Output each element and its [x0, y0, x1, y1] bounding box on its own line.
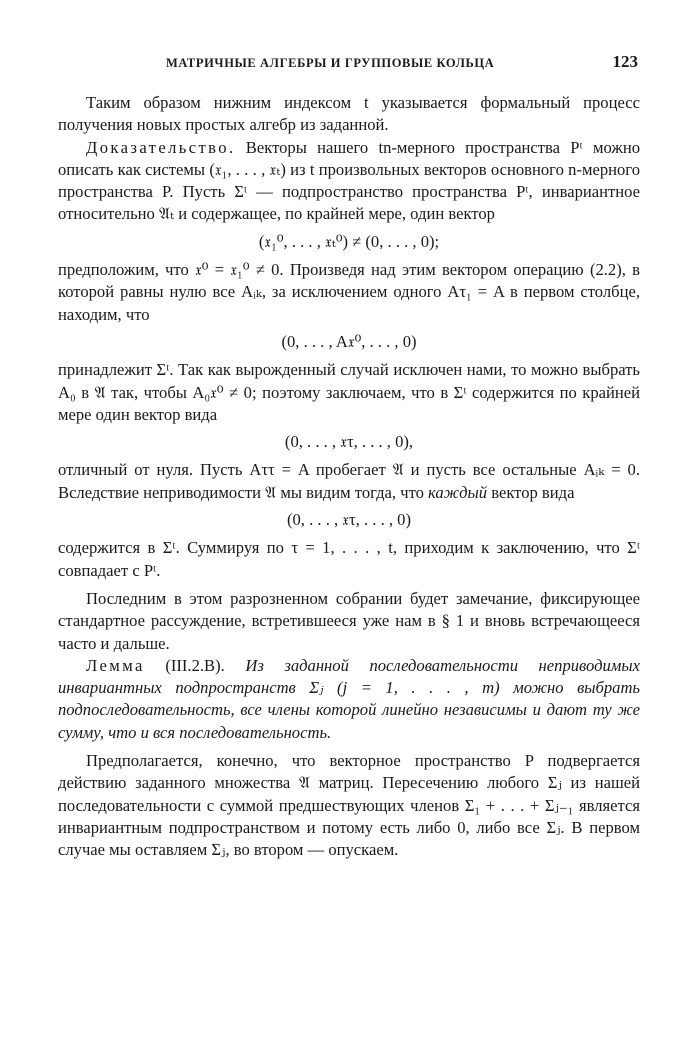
- paragraph-nonzero: [58, 459, 640, 504]
- paragraph-belongs: принадлежит Σᵗ. Так как вырожденный случай исключен нами, то можно выбрать A₀ в 𝔄 так, чтобы A₀𝔵⁰ ≠ 0; поэтому заключаем, что в Σᵗ содержится по крайней мере один вектор вида: [58, 360, 640, 424]
- lemma-number: (III.2.B).: [144, 655, 246, 675]
- nonzero-text-b: вектор вида: [487, 482, 575, 502]
- formula-1: (𝔵₁⁰, . . . , 𝔵ₜ⁰) ≠ (0, . . . , 0);: [258, 231, 440, 251]
- paragraph-contained: содержится в Σᵗ. Суммируя по τ = 1, . . . , t, приходим к заключению, что Σᵗ совпадает с Pᵗ.: [58, 538, 640, 580]
- page-number: 123: [612, 52, 638, 71]
- running-title: МАТРИЧНЫЕ АЛГЕБРЫ И ГРУППОВЫЕ КОЛЬЦА: [166, 56, 495, 70]
- formula-2: (0, . . . , A𝔵⁰, . . . , 0): [281, 331, 417, 351]
- page-header: [58, 50, 640, 80]
- formula-3: (0, . . . , 𝔵τ, . . . , 0),: [284, 432, 414, 452]
- emphasis-every: каждый: [428, 482, 488, 502]
- page-body: [58, 92, 640, 862]
- proof-text: Векторы нашего tn-мерного пространства Pᵗ можно описать как системы (𝔵₁, . . . , 𝔵ₜ) из t произвольных векторов основного n-мерного пространства P. Пусть Σᵗ — подпространство пространства Pᵗ, инвариантное относительно 𝔄ₜ и содержащее, по крайней мере, один вектор: [58, 137, 640, 224]
- paragraph-intro: Таким образом нижним индексом t указывается формальный процесс получения новых простых алгебр из заданной.: [58, 93, 640, 135]
- lemma-statement: Из заданной последовательности неприводимых инвариантных подпространств Σⱼ (j = 1, . . . , m) можно выбрать подпоследовательность, все члены которой линейно независимы и дают ту же сумму, что и вся последовательность.: [58, 655, 640, 742]
- proof-label: Доказательство.: [86, 137, 236, 157]
- book-page: [58, 50, 640, 862]
- paragraph-suppose: предположим, что 𝔵⁰ = 𝔵₁⁰ ≠ 0. Произведя над этим вектором операцию (2.2), в которой равны нулю все Aᵢₖ, за исключением одного Aτ₁ = A в первом столбце, находим, что: [58, 260, 640, 324]
- paragraph-remark: Последним в этом разрозненном собрании будет замечание, фиксирующее стандартное рассуждение, встретившееся уже нам в § 1 и вновь встречающееся часто и дальше.: [58, 588, 640, 653]
- paragraph-proof: [58, 137, 640, 226]
- lemma-label: Лемма: [86, 655, 145, 675]
- nonzero-text-a: отличный от нуля. Пусть Aττ = A пробегает 𝔄 и пусть все остальные Aᵢₖ = 0. Вследствие неприводимости 𝔄 мы видим тогда, что: [58, 460, 640, 502]
- formula-4: (0, . . . , 𝔵τ, . . . , 0): [286, 510, 411, 530]
- paragraph-lemma: [58, 655, 640, 744]
- paragraph-assumption: Предполагается, конечно, что векторное пространство P подвергается действию заданного множества 𝔄 матриц. Пересечению любого Σⱼ из нашей последовательности с суммой предшествующих членов Σ₁ + . . . + Σⱼ₋₁ является инвариантным подпространством и потому есть либо 0, либо все Σⱼ. В первом случае мы оставляем Σⱼ, во втором — опускаем.: [58, 751, 640, 860]
